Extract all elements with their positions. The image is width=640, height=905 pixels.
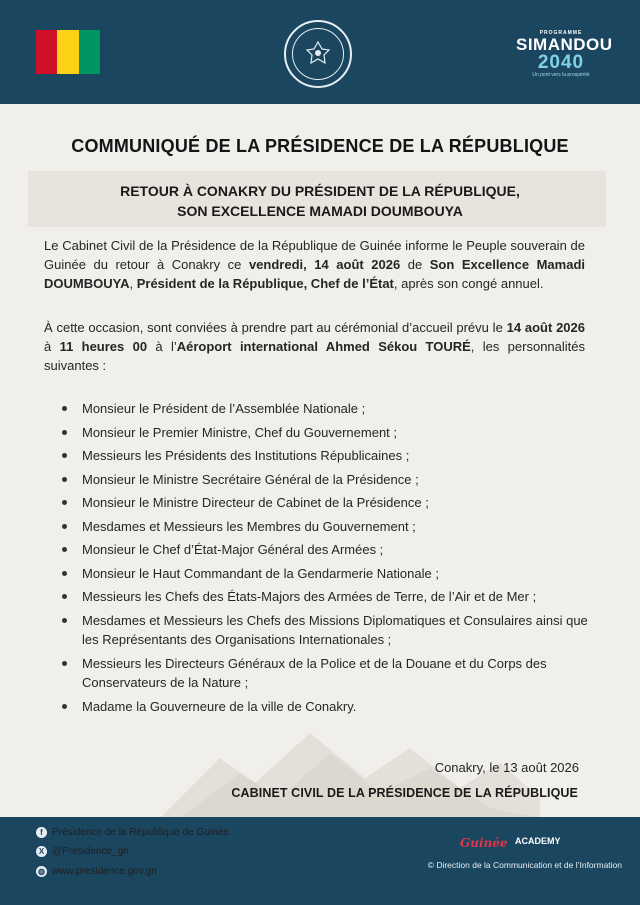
list-item-text: Mesdames et Messieurs les Membres du Gouvernement ; bbox=[82, 518, 416, 534]
list-item-text: Monsieur le Président de l’Assemblée Nationale ; bbox=[82, 401, 366, 416]
document-title: COMMUNIQUÉ DE LA PRÉSIDENCE DE LA RÉPUBLIQUE bbox=[71, 136, 569, 156]
list-item bbox=[62, 564, 592, 584]
paragraph-ceremony bbox=[44, 318, 585, 375]
simandou-logo bbox=[516, 30, 613, 78]
p1-text: Le Cabinet Civil de la Présidence de la République de Guinée informe le Peuple souverain de Guinée du retour à Conakry ce bbox=[44, 238, 585, 272]
list-item bbox=[62, 399, 592, 419]
bullet-icon bbox=[62, 453, 67, 458]
p2-text: à bbox=[44, 339, 60, 354]
footer-website[interactable] bbox=[36, 866, 157, 877]
list-item-text: Monsieur le Premier Ministre, Chef du Gouvernement ; bbox=[82, 424, 398, 440]
list-item-text: Monsieur le Ministre Secrétaire Général de la Présidence ; bbox=[82, 471, 419, 487]
guinee-logo: Guinée bbox=[460, 836, 508, 850]
p1-bold-date: vendredi, 14 août 2026 bbox=[248, 257, 401, 272]
list-item-text: Madame la Gouverneure de la ville de Conakry. bbox=[82, 698, 357, 714]
date-line: Conakry, le 13 août 2026 bbox=[434, 760, 579, 775]
list-item-text: Messieurs les Chefs des États-Majors des Armées de Terre, de l’Air et de Mer ; bbox=[82, 589, 537, 604]
p2-bold-date: 14 août 2026 bbox=[506, 320, 585, 335]
document-subtitle bbox=[0, 181, 640, 221]
invitees-list bbox=[62, 399, 592, 720]
p1-bold-name: Son Excellence Mamadi DOUMBOUYA bbox=[44, 257, 585, 291]
list-item bbox=[62, 654, 592, 693]
presidential-seal-icon bbox=[284, 20, 352, 88]
simandou-tagline: Un pont vers la prospérité bbox=[532, 72, 590, 78]
seal-inner-ring bbox=[292, 28, 344, 80]
p1-bold-title: Président de la République, Chef de l’État bbox=[136, 276, 394, 291]
bullet-icon bbox=[62, 547, 67, 552]
bullet-icon bbox=[62, 571, 67, 576]
list-item bbox=[62, 587, 592, 607]
list-item bbox=[62, 493, 592, 513]
flag-band-red bbox=[36, 30, 57, 74]
list-item-text: Mesdames et Messieurs les Chefs des Missions Diplomatiques et Consulaires ainsi que les Représentants des Organisations Internationales ; bbox=[82, 612, 588, 647]
p1-text: de bbox=[400, 257, 430, 272]
list-item bbox=[62, 697, 592, 717]
p2-bold-airport: Aéroport international Ahmed Sékou TOURÉ bbox=[176, 339, 471, 354]
bullet-icon bbox=[62, 524, 67, 529]
list-item-text: Messieurs les Présidents des Institutions Républicaines ; bbox=[82, 448, 410, 463]
list-item bbox=[62, 470, 592, 490]
flag-band-green bbox=[79, 30, 100, 74]
footer-twitter[interactable] bbox=[36, 846, 129, 857]
subtitle-line-2: SON EXCELLENCE MAMADI DOUMBOUYA bbox=[177, 203, 463, 219]
flag-band-yellow bbox=[57, 30, 78, 74]
facebook-icon: f bbox=[36, 827, 47, 838]
bullet-icon bbox=[62, 430, 67, 435]
seal-emblem bbox=[303, 39, 333, 69]
bullet-icon bbox=[62, 477, 67, 482]
bullet-icon bbox=[62, 500, 67, 505]
p2-bold-time: 11 heures 00 bbox=[59, 339, 148, 354]
p1-text: , après son congé annuel. bbox=[393, 276, 544, 291]
simandou-name: SIMANDOU bbox=[516, 35, 613, 54]
paragraph-announcement bbox=[44, 236, 585, 293]
list-item-text: Monsieur le Ministre Directeur de Cabinet de la Présidence ; bbox=[82, 495, 429, 510]
footer-credits: © Direction de la Communication et de l’Information bbox=[427, 860, 622, 870]
list-item-text: Monsieur le Chef d’État-Major Général des Armées ; bbox=[82, 542, 384, 557]
p2-text: , les personnalités suivantes : bbox=[44, 339, 586, 373]
globe-icon: ◍ bbox=[36, 866, 47, 877]
p2-text: à l’ bbox=[147, 339, 177, 354]
simandou-year: 2040 bbox=[537, 52, 585, 73]
simandou-programme: PROGRAMME bbox=[539, 30, 583, 36]
p1-text: , bbox=[129, 276, 137, 291]
academy-logo: ACADEMY bbox=[515, 836, 561, 846]
bullet-icon bbox=[62, 618, 67, 623]
subtitle-line-1: RETOUR À CONAKRY DU PRÉSIDENT DE LA RÉPUBLIQUE, bbox=[120, 183, 520, 199]
bullet-icon bbox=[62, 406, 67, 411]
list-item-text: Monsieur le Haut Commandant de la Gendarmerie Nationale ; bbox=[82, 565, 439, 581]
twitter-label: @Presidence_gn bbox=[52, 846, 129, 857]
list-item bbox=[62, 611, 592, 650]
x-icon: X bbox=[36, 846, 47, 857]
signature: CABINET CIVIL DE LA PRÉSIDENCE DE LA RÉPUBLIQUE bbox=[231, 786, 578, 800]
list-item bbox=[62, 446, 592, 466]
guinea-flag bbox=[36, 30, 100, 74]
website-label: www.presidence.gov.gn bbox=[52, 866, 157, 877]
list-item bbox=[62, 423, 592, 443]
list-item-text: Messieurs les Directeurs Généraux de la Police et de la Douane et du Corps des Conservateurs de la Nature ; bbox=[82, 655, 547, 690]
p2-text: À cette occasion, sont conviées à prendre part au cérémonial d’accueil prévu le bbox=[44, 320, 507, 335]
footer-facebook[interactable] bbox=[36, 827, 229, 838]
list-item bbox=[62, 540, 592, 560]
facebook-label: Présidence de la République de Guinée bbox=[52, 827, 229, 838]
list-item bbox=[62, 517, 592, 537]
bullet-icon bbox=[62, 661, 67, 666]
bullet-icon bbox=[62, 704, 67, 709]
bullet-icon bbox=[62, 594, 67, 599]
